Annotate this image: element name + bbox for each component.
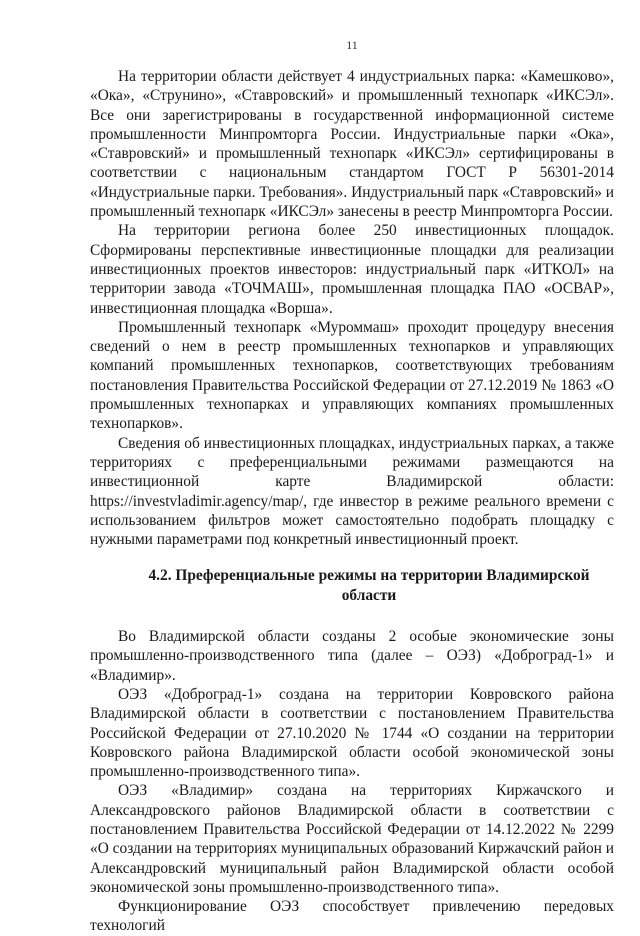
paragraph-vladimir-zone: ОЭЗ «Владимир» создана на территориях Киржачского и Александровского районов Владимирской области в соответствии с постановлением Правительства Российской Федерации от 14.12.2022 № 2299 «О создании на территориях муниципальных образований Киржачский район и Александровский муниципальный район Владимирской области особой экономической зоны промышленно-производственного типа».: [90, 782, 614, 896]
paragraph-murommash-technopark: Промышленный технопарк «Муроммаш» проходит процедуру внесения сведений о нем в реестр промышленных технопарков и управляющих компаний промышленных технопарков, соответствующих требованиям постановления Правительства Российской Федерации от 27.12.2019 № 1863 «О промышленных технопарках и управляющих компаниях промышленных технопарков».: [90, 318, 614, 433]
document-page: [90, 38, 614, 936]
paragraph-investment-sites: На территории региона более 250 инвестиционных площадок. Сформированы перспективные инвестиционные площадки для реализации инвестиционных проектов инвесторов: индустриальный парк «ИТКОЛ» на территории завода «ТОЧМАШ», промышленная площадка ПАО «ОСВАР», инвестиционная площадка «Ворша».: [90, 222, 614, 317]
section-heading: 4.2. Преференциальные режимы на территории Владимирской области: [148, 567, 590, 604]
page-number: 11: [346, 38, 358, 52]
paragraph-dobrograd-zone: ОЭЗ «Доброград-1» создана на территории Ковровского района Владимирской области в соответствии с постановлением Правительства Российской Федерации от 27.10.2020 № 1744 «О создании на территории Ковровского района Владимирской области особой экономической зоны промышленно-производственного типа».: [90, 685, 614, 781]
paragraph-investment-map: Сведения об инвестиционных площадках, индустриальных парках, а также территориях с преференциальными режимами размещаются на инвестиционной карте Владимирской области: https://investvladimir.agency/map/, где инвестор в режиме реального времени с использованием фильтров может самостоятельно подобрать площадку с нужными параметрами под конкретный инвестиционный проект.: [90, 434, 614, 549]
paragraph-industrial-parks: На территории области действует 4 индустриальных парка: «Камешково», «Ока», «Струнино», «Ставровский» и промышленный технопарк «ИКСЭл». Все они зарегистрированы в государственной информационной системе промышленности Минпромторга России. Индустриальные парки «Ока», «Ставровский» и промышленный технопарк «ИКСЭл» сертифицированы в соответствии с национальным стандартом ГОСТ Р 56301-2014 «Индустриальные парки. Требования». Индустриальный парк «Ставровский» и промышленный технопарк «ИКСЭл» занесены в реестр Минпромторга России.: [90, 68, 614, 221]
paragraph-zone-functioning: Функционирование ОЭЗ способствует привлечению передовых технологий: [90, 898, 614, 935]
paragraph-special-economic-zones: Во Владимирской области созданы 2 особые экономические зоны промышленно-производственного типа (далее – ОЭЗ) «Доброград-1» и «Владимир».: [90, 628, 614, 684]
